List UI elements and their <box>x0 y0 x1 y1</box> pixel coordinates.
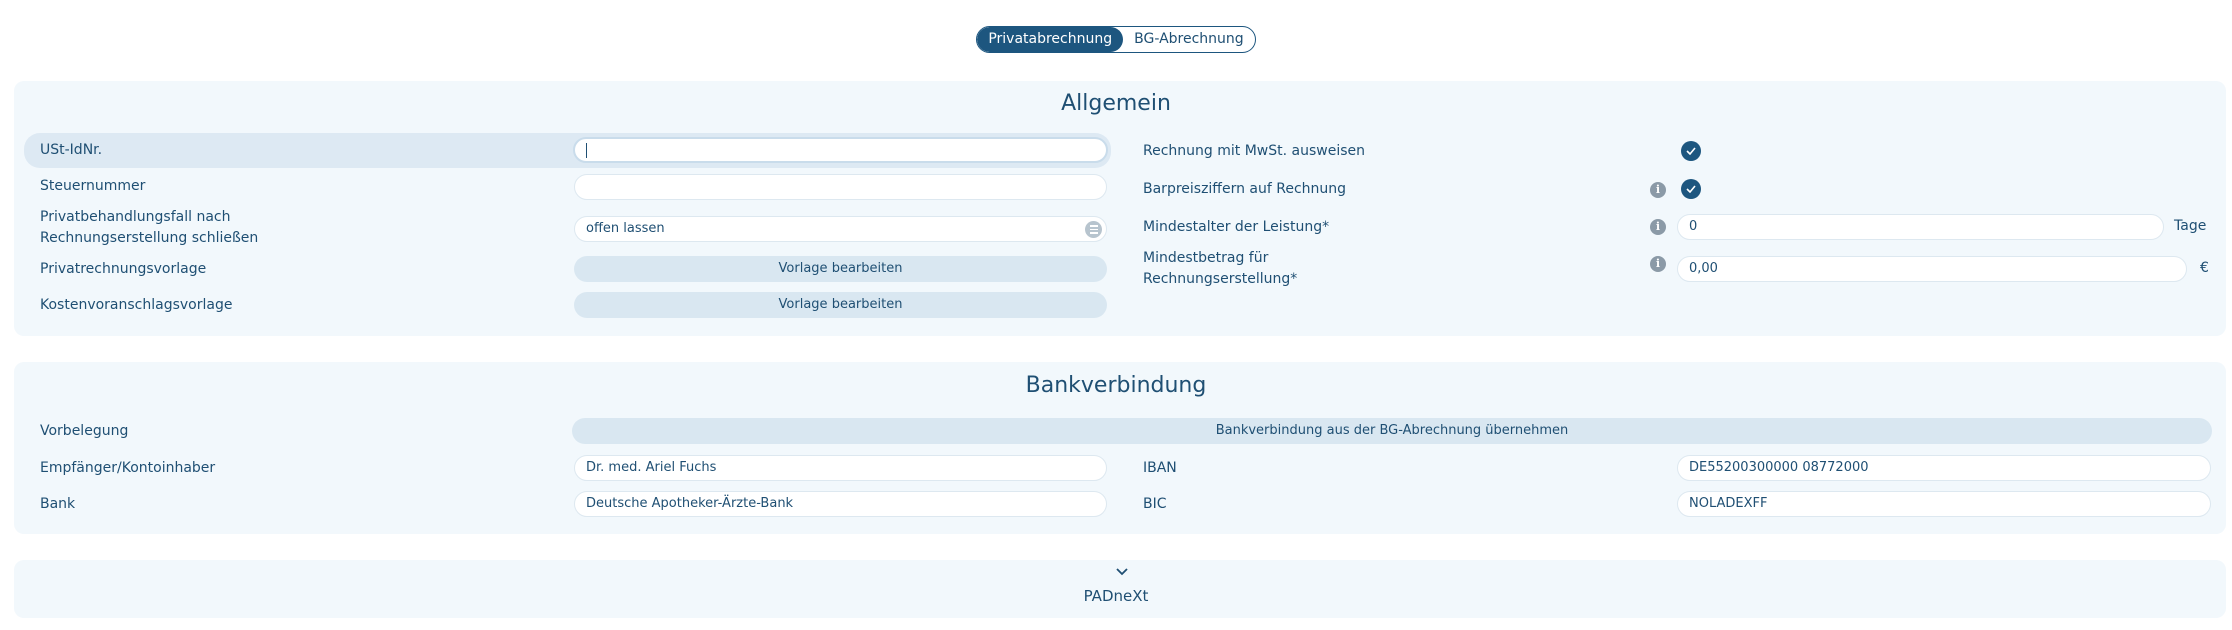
mindestbetrag-label-line2: Rechnungserstellung* <box>1143 271 1298 287</box>
iban-label: IBAN <box>1143 460 1177 476</box>
mindestalter-label: Mindestalter der Leistung* <box>1143 219 1330 235</box>
segmented-control <box>976 26 1255 53</box>
mindestalter-unit: Tage <box>2174 218 2207 234</box>
behandlungsfall-label-line2: Rechnungserstellung schließen <box>40 230 259 246</box>
bic-label: BIC <box>1143 496 1167 512</box>
chevron-down-icon[interactable] <box>1116 568 1128 576</box>
mwst-checkbox[interactable] <box>1681 141 1701 161</box>
empfaenger-label: Empfänger/Kontoinhaber <box>40 460 216 476</box>
mindestbetrag-label-line1: Mindestbetrag für <box>1143 250 1269 266</box>
text-caret <box>586 143 587 158</box>
tab-privatabrechnung[interactable]: Privatabrechnung <box>977 27 1123 52</box>
behandlungsfall-label-line1: Privatbehandlungsfall nach <box>40 209 231 225</box>
checkmark-icon <box>1686 147 1696 155</box>
info-icon[interactable]: i <box>1650 182 1666 198</box>
empfaenger-input[interactable]: Dr. med. Ariel Fuchs <box>574 455 1107 481</box>
iban-input[interactable]: DE55200300000 08772000 <box>1677 455 2211 481</box>
info-icon[interactable]: i <box>1650 256 1666 272</box>
ust-idnr-input[interactable] <box>573 137 1108 163</box>
steuernummer-input[interactable] <box>574 174 1107 200</box>
steuernummer-label: Steuernummer <box>40 178 146 194</box>
mwst-label: Rechnung mit MwSt. ausweisen <box>1143 143 1365 159</box>
dropdown-list-icon <box>1085 221 1102 238</box>
vorbelegung-label: Vorbelegung <box>40 423 129 439</box>
ust-label: USt-IdNr. <box>40 142 103 158</box>
bic-input[interactable]: NOLADEXFF <box>1677 491 2211 517</box>
allgemein-panel <box>14 81 2226 336</box>
mindestbetrag-input[interactable]: 0,00 <box>1677 256 2187 282</box>
bankverbindung-title: Bankverbindung <box>1025 373 1207 398</box>
info-icon[interactable]: i <box>1650 219 1666 235</box>
barpreisziffern-label: Barpreisziffern auf Rechnung <box>1143 181 1347 197</box>
barpreisziffern-checkbox[interactable] <box>1681 179 1701 199</box>
behandlungsfall-select[interactable] <box>574 216 1107 242</box>
mindestalter-input[interactable]: 0 <box>1677 214 2164 240</box>
allgemein-title: Allgemein <box>1061 91 1171 116</box>
kostenvoranschlagsvorlage-label: Kostenvoranschlagsvorlage <box>40 297 233 313</box>
bank-label: Bank <box>40 496 76 512</box>
privatrechnungsvorlage-edit-button[interactable]: Vorlage bearbeiten <box>574 256 1107 282</box>
bankverbindung-uebernehmen-button[interactable]: Bankverbindung aus der BG-Abrechnung übernehmen <box>572 418 2212 444</box>
mindestbetrag-unit: € <box>2200 260 2209 276</box>
padnext-title[interactable]: PADneXt <box>1083 587 1149 605</box>
checkmark-icon <box>1686 185 1696 193</box>
privatrechnungsvorlage-label: Privatrechnungsvorlage <box>40 261 207 277</box>
behandlungsfall-selected-value: offen lassen <box>586 221 665 236</box>
billing-type-toggle <box>0 26 2232 53</box>
kostenvoranschlagsvorlage-edit-button[interactable]: Vorlage bearbeiten <box>574 292 1107 318</box>
bank-input[interactable]: Deutsche Apotheker-Ärzte-Bank <box>574 491 1107 517</box>
tab-bg-abrechnung[interactable]: BG-Abrechnung <box>1134 31 1244 47</box>
